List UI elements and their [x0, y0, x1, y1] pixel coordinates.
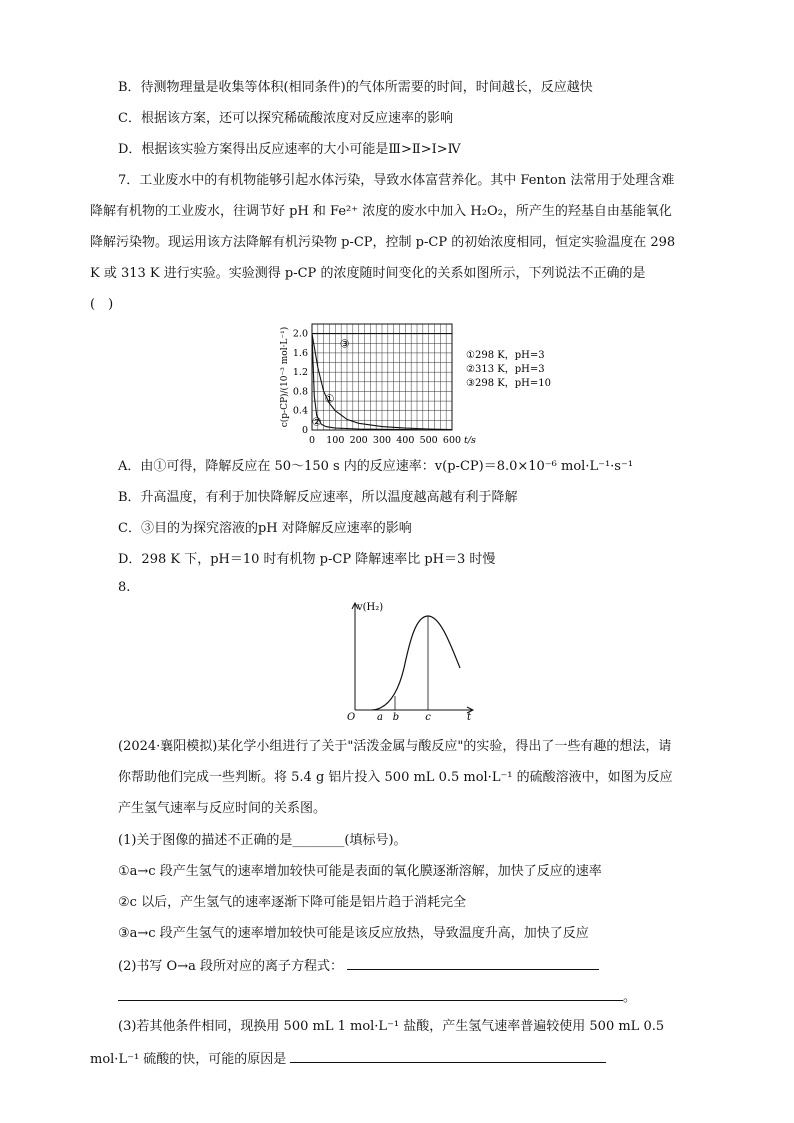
y-tick-label: 1.6	[292, 347, 308, 359]
series-marker-1: ①	[324, 392, 335, 406]
q7-stem-line-4: K 或 313 K 进行实验。实验测得 p-CP 的浓度随时间变化的关系如图所示，下列说法不正确的是	[90, 266, 646, 281]
q6-option-b: B．待测物理量是收集等体积(相同条件)的气体所需要的时间，时间越长，反应越快	[118, 80, 593, 95]
series-marker-2: ②	[311, 415, 322, 429]
rate-curve	[372, 616, 460, 710]
q7-option-d: D．298 K 下，pH＝10 时有机物 p-CP 降解速率比 pH＝3 时慢	[118, 552, 496, 567]
series-marker-3: ③	[339, 337, 350, 351]
y-axis-label: c(p-CP)/(10⁻³ mol·L⁻¹)	[280, 326, 290, 428]
x-tick-label: 200	[349, 435, 368, 446]
x-axis-label: t/s	[464, 435, 476, 446]
y-tick-label: 0	[301, 425, 308, 436]
y-tick-label: 2.0	[292, 328, 308, 340]
q8-sub1-opt2: ②c 以后，产生氢气的速率逐渐下降可能是铝片趋于消耗完全	[118, 895, 467, 910]
legend-entry: ②313 K，pH=3	[466, 364, 545, 375]
q8-sub2-line2	[118, 987, 636, 1007]
q7-option-b: B．升高温度，有利于加快降解反应速率，所以温度越高越有利于降解	[118, 490, 518, 505]
q8-sub3-line1: (3)若其他条件相同，现换用 500 mL 1 mol·L⁻¹ 盐酸，产生氢气速率普遍较使用 500 mL 0.5	[118, 1019, 665, 1034]
tick-label-b: b	[392, 712, 400, 723]
y-tick-label: 1.2	[292, 367, 308, 379]
tick-label-c: c	[425, 712, 431, 723]
origin-label: O	[347, 712, 356, 723]
hydrogen-rate-chart	[330, 598, 480, 726]
q8-sub2-blank[interactable]	[347, 956, 599, 970]
q8-sub3-label: mol·L⁻¹ 硫酸的快，可能的原因是	[90, 1052, 287, 1067]
q8-sub1: (1)关于图像的描述不正确的是________(填标号)。	[118, 833, 407, 848]
y-tick-label: 0.4	[292, 405, 308, 417]
q8-sub2-label: (2)书写 O→a 段所对应的离子方程式：	[118, 959, 343, 974]
q6-option-c: C．根据该方案，还可以探究稀硫酸浓度对反应速率的影响	[118, 111, 453, 126]
x-tick-label: 500	[419, 435, 438, 446]
q7-option-c: C．③目的为探究溶液的pH 对降解反应速率的影响	[118, 521, 412, 536]
y-tick-label: 0.8	[292, 386, 308, 398]
q8-sub1-opt3: ③a→c 段产生氢气的速率增加较快可能是该反应放热，导致温度升高，加快了反应	[118, 926, 589, 941]
concentration-time-chart	[270, 318, 570, 448]
x-tick-label: 600	[442, 435, 462, 446]
q7-stem-line-1: 7．工业废水中的有机物能够引起水体污染，导致水体富营养化。其中 Fenton 法常用于处理含难	[118, 173, 675, 188]
q7-stem-line-5: ( )	[90, 297, 114, 312]
q8-sub3-line2	[90, 1049, 606, 1069]
x-tick-label: 0	[308, 435, 316, 446]
legend-entry: ①298 K，pH=3	[466, 350, 545, 361]
legend-entry: ③298 K，pH=10	[466, 378, 551, 389]
q8-sub3-blank[interactable]	[290, 1049, 606, 1063]
q8-sub2	[118, 956, 599, 976]
y-axis-label: v(H₂)	[357, 602, 384, 613]
q8-sub2-blank-2[interactable]	[118, 987, 623, 1001]
q8-sub2-period: 。	[623, 990, 637, 1005]
q8-number: 8.	[118, 580, 131, 595]
x-tick-label: 100	[326, 435, 345, 446]
tick-label-a: a	[377, 712, 383, 723]
x-axis-label: t	[467, 712, 472, 723]
x-tick-label: 400	[396, 435, 415, 446]
x-tick-label: 300	[372, 435, 392, 446]
q7-option-a: A．由①可得，降解反应在 50～150 s 内的反应速率：v(p-CP)＝8.0×10⁻⁶ mol·L⁻¹·s⁻¹	[118, 459, 634, 474]
q8-intro: (2024·襄阳模拟)某化学小组进行了关于"活泼金属与酸反应"的实验，得出了一些有趣的想法，请你帮助他们完成一些判断。将 5.4 g 铝片投入 500 mL 0.5 mol·L⁻¹ 的硫酸溶液中，如图为反应产生氢气速率与反应时间的关系图。	[118, 739, 673, 816]
q8-sub1-opt1: ①a→c 段产生氢气的速率增加较快可能是表面的氧化膜逐渐溶解，加快了反应的速率	[118, 864, 602, 879]
q7-stem-line-3: 降解污染物。现运用该方法降解有机污染物 p-CP，控制 p-CP 的初始浓度相同，恒定实验温度在 298	[90, 235, 676, 250]
q7-stem-line-2: 降解有机物的工业废水，往调节好 pH 和 Fe²⁺ 浓度的废水中加入 H₂O₂，所产生的羟基自由基能氧化	[90, 204, 672, 219]
q6-option-d: D．根据该实验方案得出反应速率的大小可能是Ⅲ>Ⅱ>Ⅰ>Ⅳ	[118, 142, 461, 157]
